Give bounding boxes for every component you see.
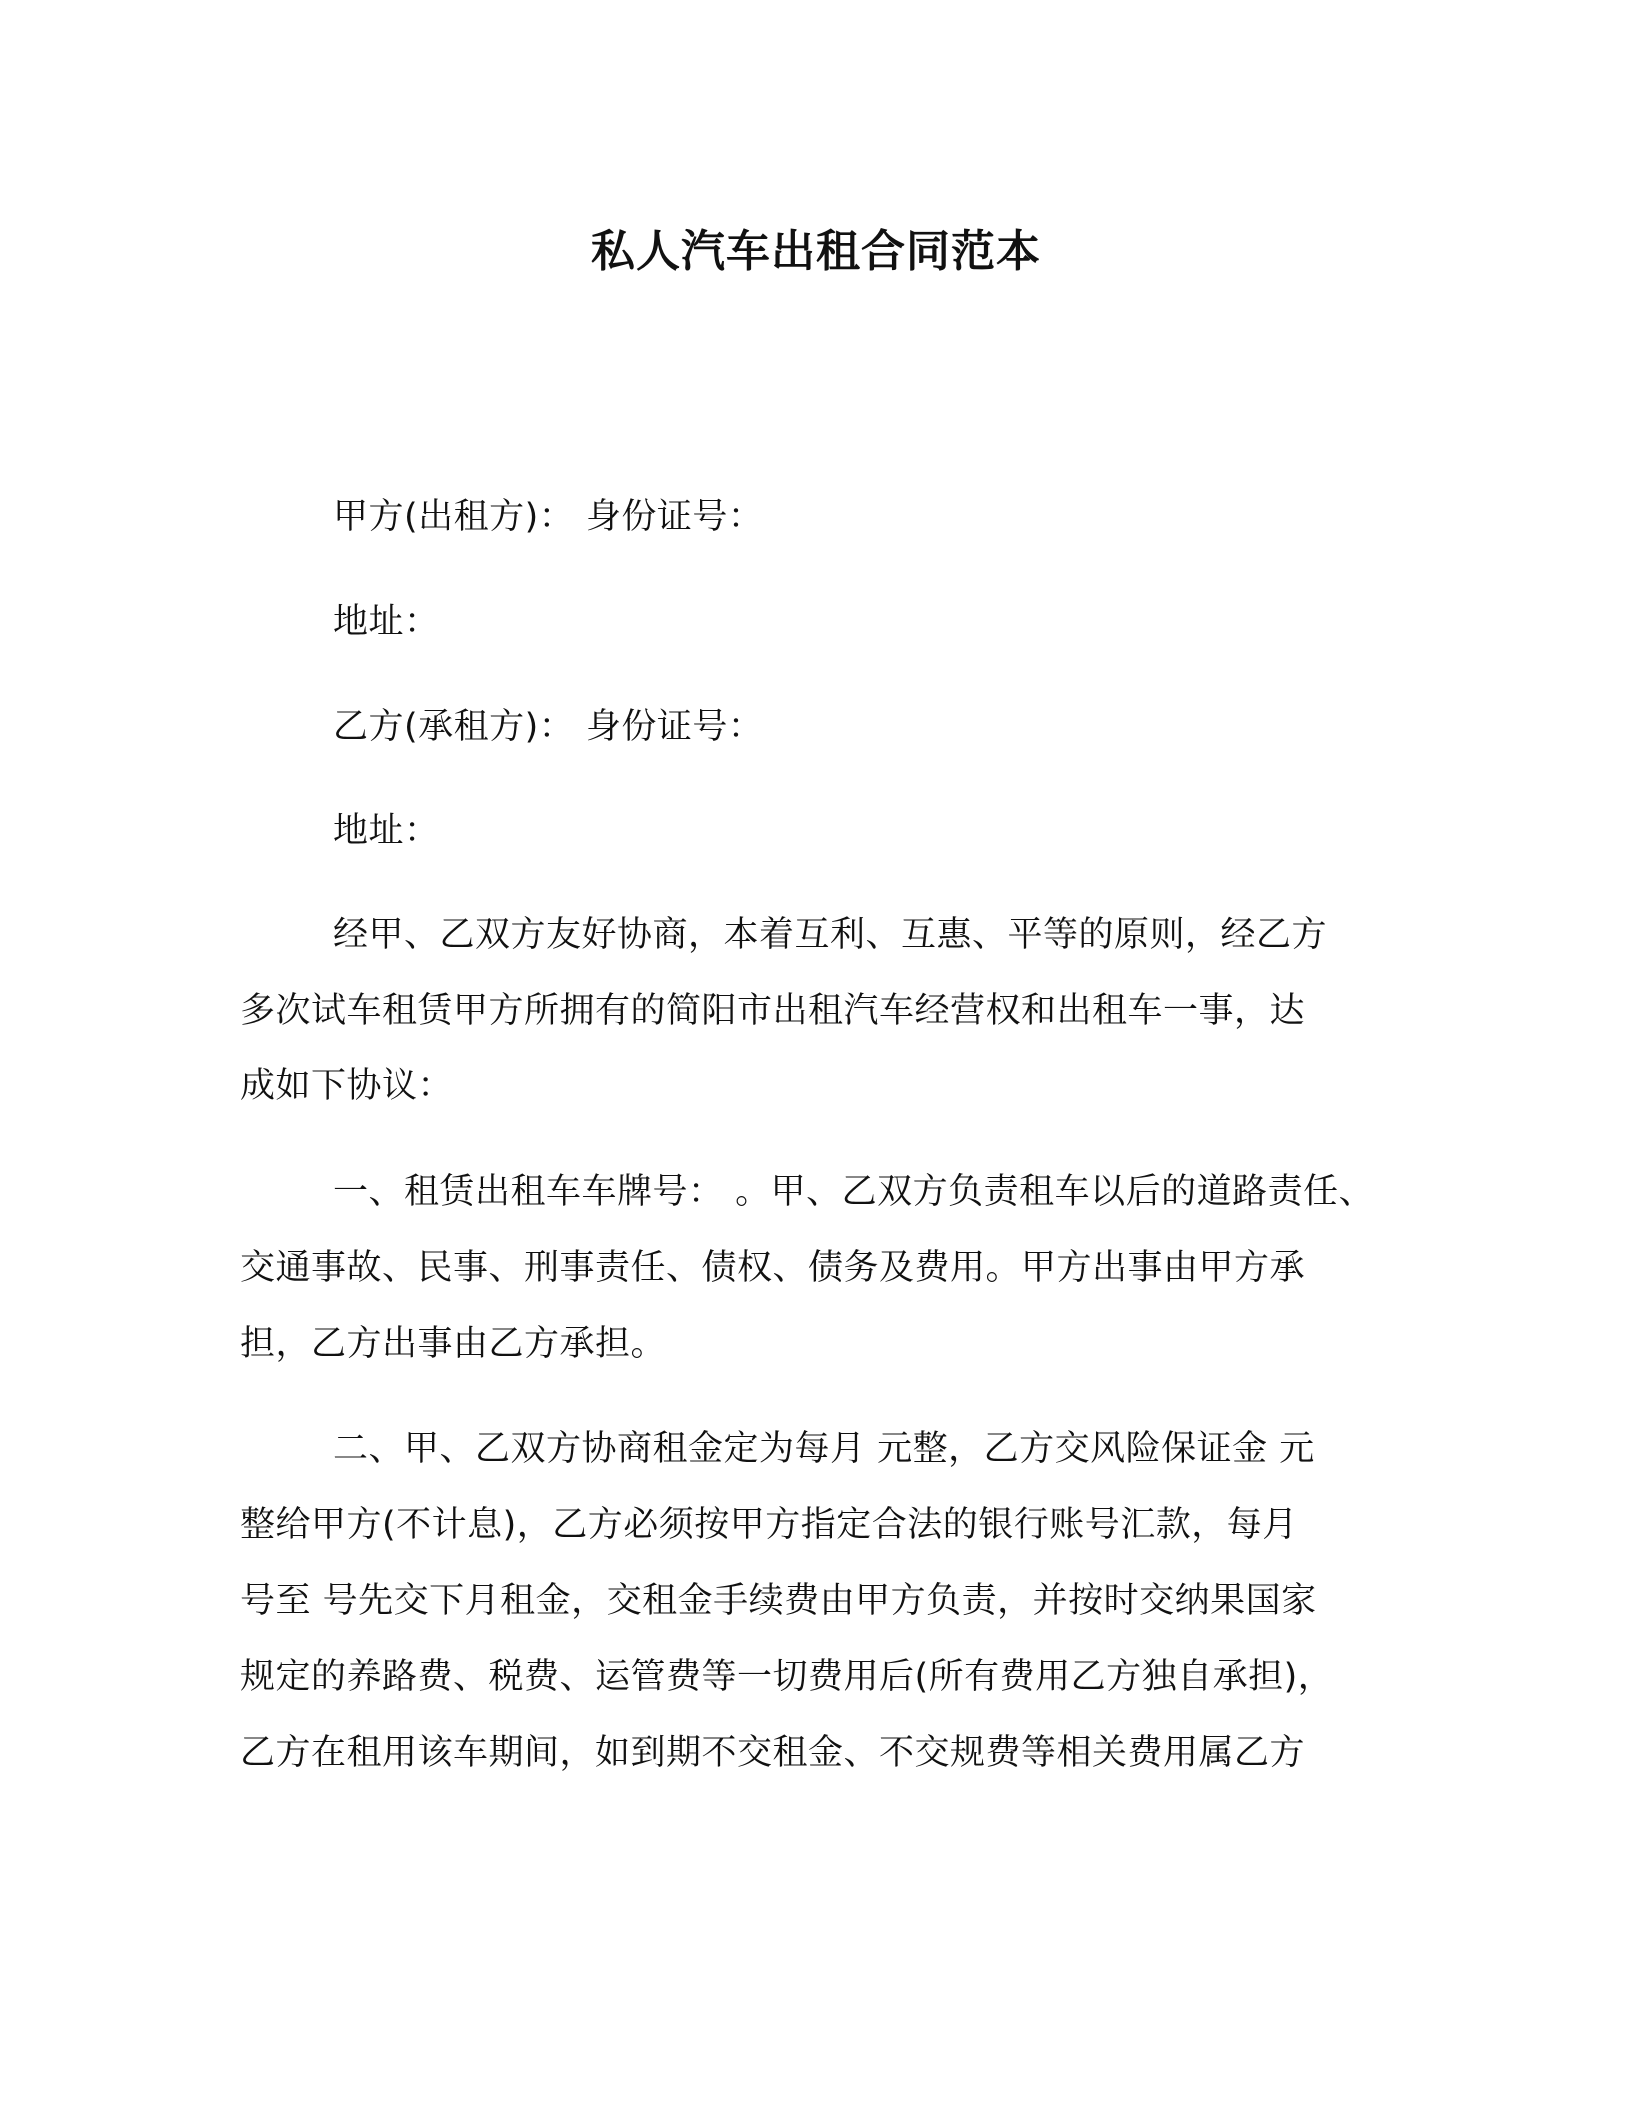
clause-1-line: 一、租赁出租车车牌号： 。甲、乙双方负责租车以后的道路责任、 [333,1172,1375,1212]
clause-2-line: 规定的养路费、税费、运管费等一切费用后(所有费用乙方独自承担)， [240,1657,1334,1697]
clause-1-line: 担，乙方出事由乙方承担。 [240,1324,667,1364]
clause-2-line: 二、甲、乙双方协商租金定为每月 元整，乙方交风险保证金 元 [333,1429,1315,1469]
preamble-line: 经甲、乙双方友好协商，本着互利、互惠、平等的原则，经乙方 [333,915,1328,955]
party-b-line: 乙方(承租方)： 身份证号： [333,707,764,747]
party-b-address-line: 地址： [333,811,440,851]
clause-2-line: 乙方在租用该车期间，如到期不交租金、不交规费等相关费用属乙方 [240,1733,1306,1773]
clause-2-line: 整给甲方(不计息)，乙方必须按甲方指定合法的银行账号汇款，每月 [240,1505,1298,1545]
clause-2-line: 号至 号先交下月租金，交租金手续费由甲方负责，并按时交纳果国家 [240,1581,1317,1621]
clause-1-line: 交通事故、民事、刑事责任、债权、债务及费用。甲方出事由甲方承 [240,1248,1306,1288]
document-title: 私人汽车出租合同范本 [591,226,1041,277]
party-a-line: 甲方(出租方)： 身份证号： [333,497,764,537]
party-a-address-line: 地址： [333,602,440,642]
preamble-line: 多次试车租赁甲方所拥有的简阳市出租汽车经营权和出租车一事，达 [240,991,1306,1031]
preamble-line: 成如下协议： [240,1066,454,1106]
